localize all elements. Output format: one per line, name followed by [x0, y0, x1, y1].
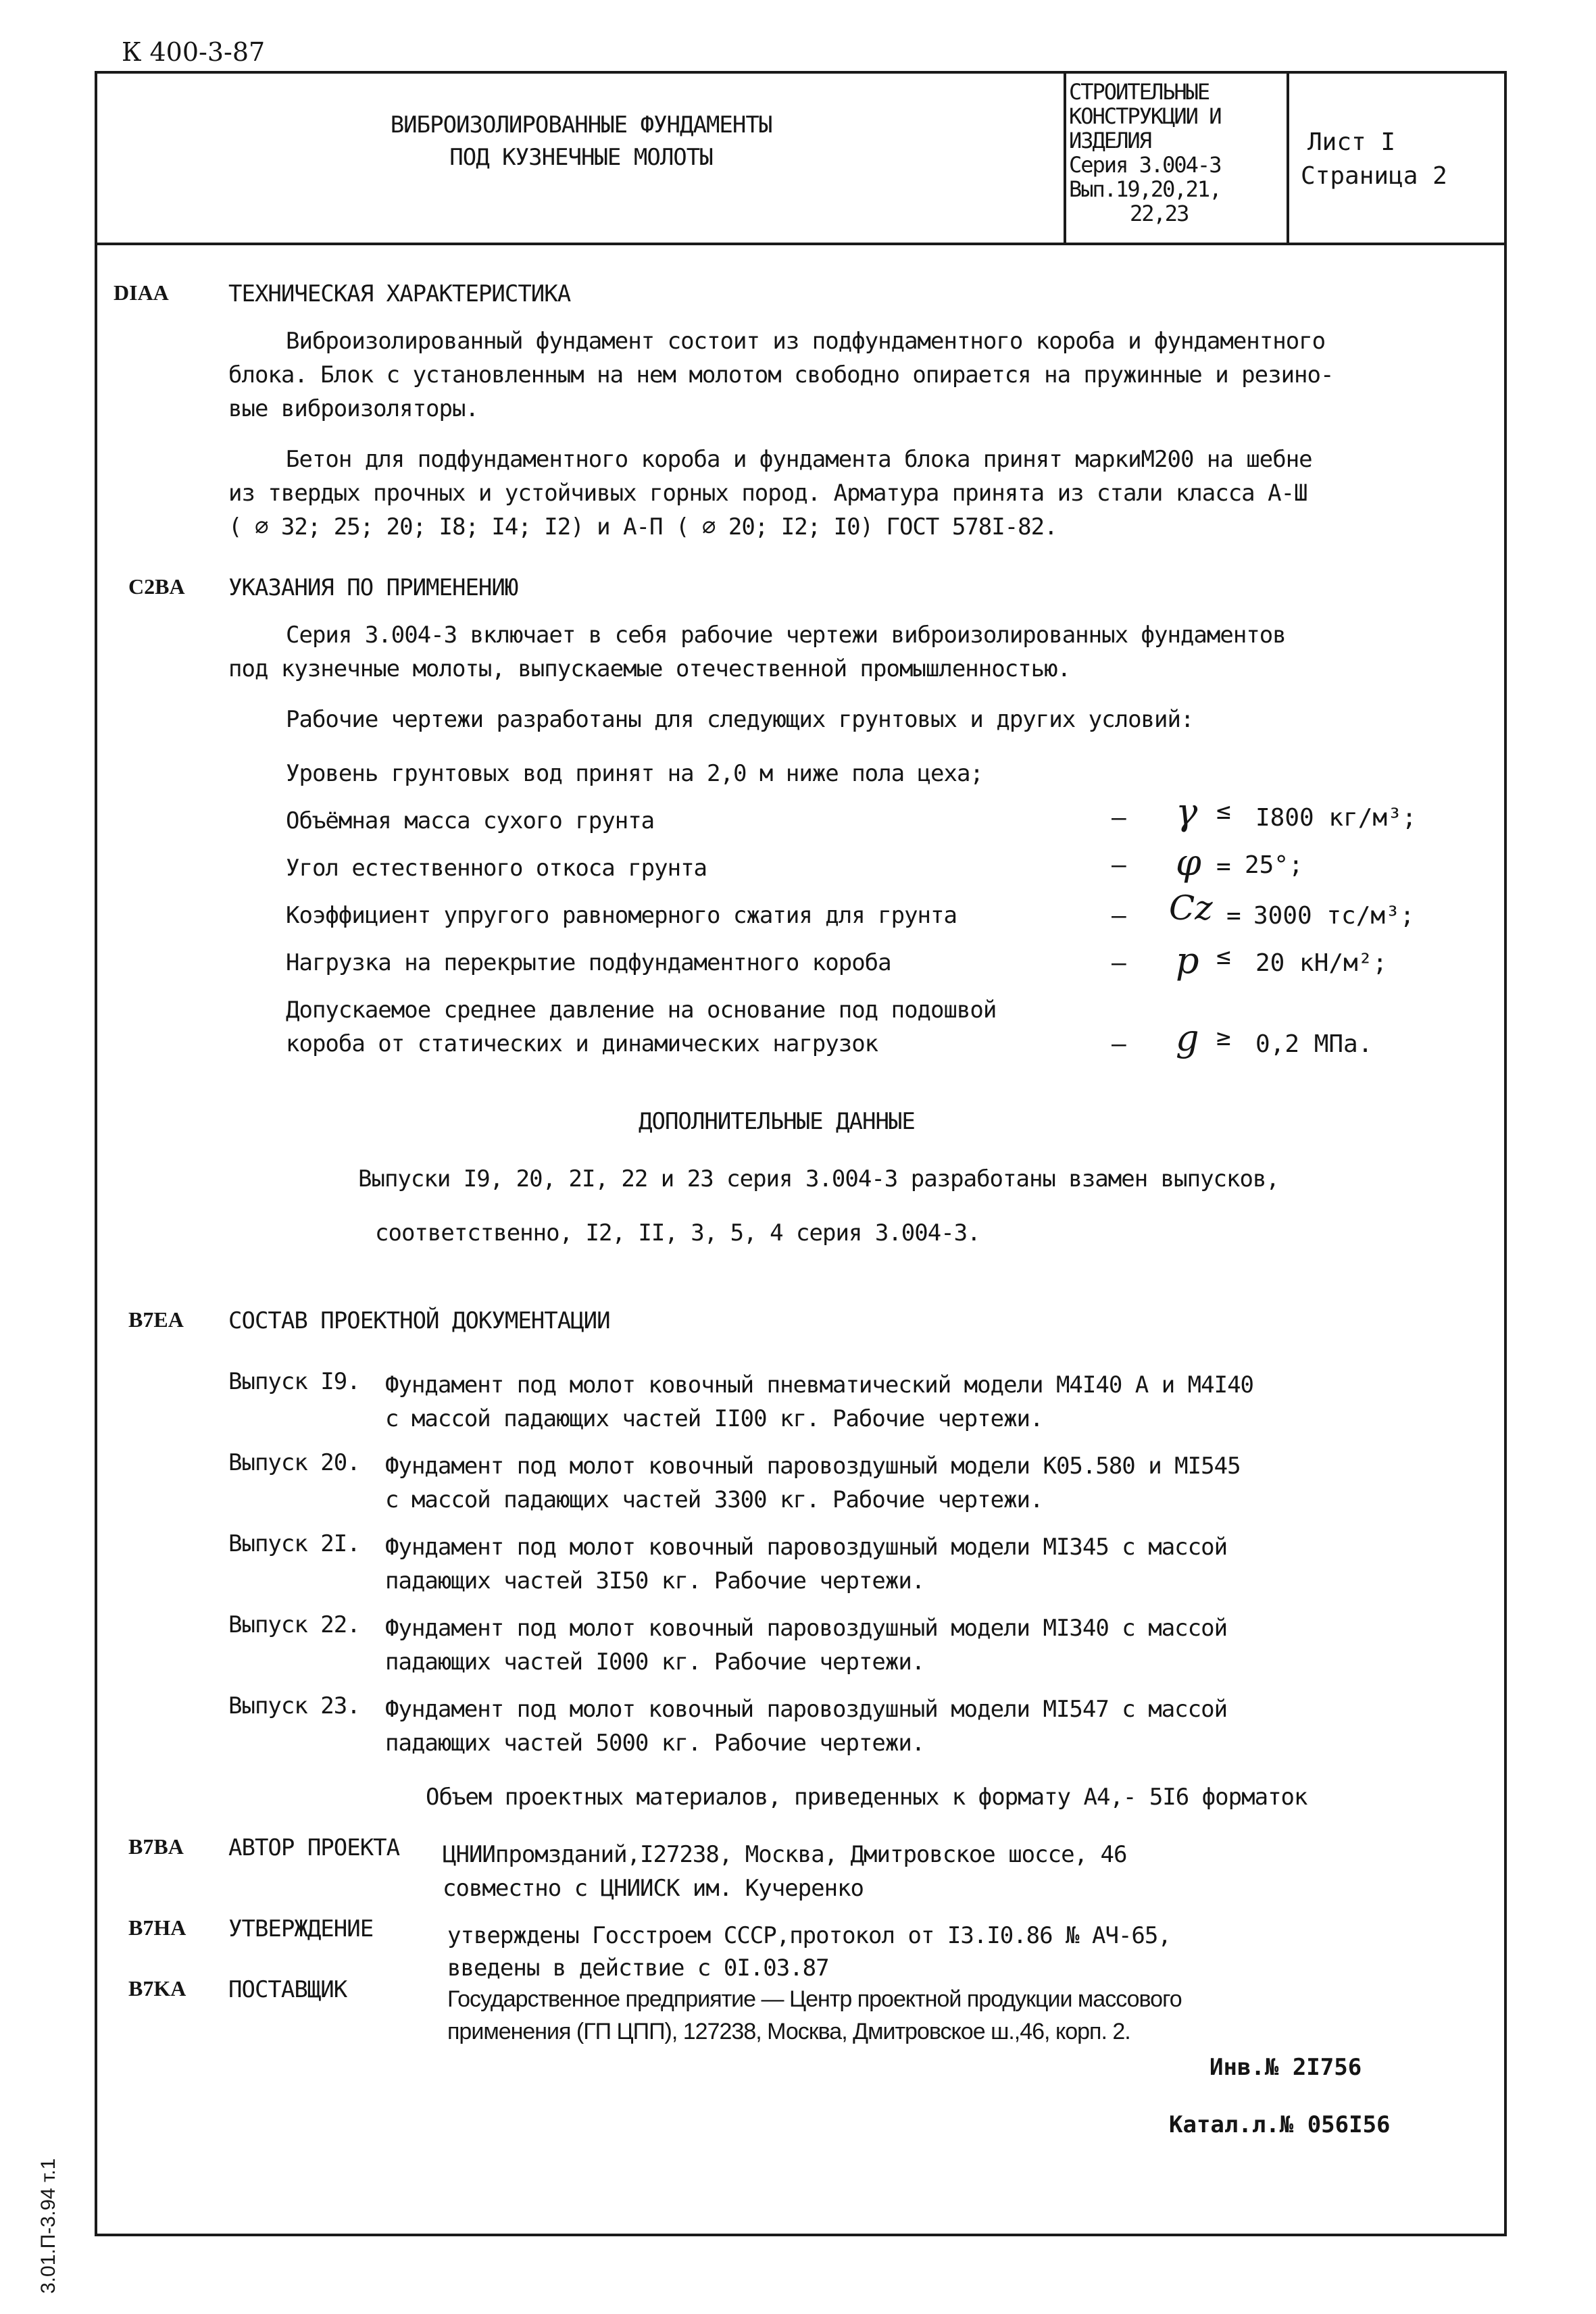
condition-label: Нагрузка на перекрытие подфундаментного короба [286, 949, 891, 976]
section-code: B7EA [128, 1307, 184, 1332]
section-title: ПОСТАВЩИК [228, 1976, 347, 2003]
condition-label: Допускаемое среднее давление на основание под подошвой [286, 997, 997, 1024]
header-title-line1: ВИБРОИЗОЛИРОВАННЫЕ ФУНДАМЕНТЫ [390, 111, 772, 139]
catalog-sheet-number: Катал.л.№ 056I56 [1169, 2111, 1391, 2138]
supplier-line-1: Государственное предприятие — Центр проектной продукции массового [447, 1986, 1182, 2012]
release-label: Выпуск 23. [228, 1692, 360, 1719]
approval-line-1: утверждены Госстроем СССР,протокол от I3.I0.86 № АЧ-65, [447, 1922, 1171, 1949]
condition-label: Угол естественного откоса грунта [286, 855, 707, 882]
condition-dash: — [1112, 949, 1126, 977]
series-block [1069, 80, 1220, 226]
approval-line-2: введены в действие с 0I.03.87 [447, 1955, 829, 1982]
release-label: Выпуск 20. [228, 1449, 360, 1476]
document-code: К 400-3-87 [122, 37, 266, 67]
release-line: Фундамент под молот ковочный пневматический модели М4I40 А и М4I40 [385, 1372, 1254, 1399]
condition-dash: — [1112, 1030, 1126, 1058]
condition-symbol: p [1176, 939, 1199, 982]
condition-operator: = [1226, 902, 1241, 930]
text-line: Бетон для подфундаментного короба и фундамента блока принят маркиМ200 на шебне [286, 446, 1312, 473]
condition-dash: — [1112, 851, 1126, 879]
extra-title: ДОПОЛНИТЕЛЬНЫЕ ДАННЫЕ [639, 1108, 915, 1135]
release-label: Выпуск I9. [228, 1368, 360, 1395]
header-divider-1 [1064, 74, 1066, 244]
condition-symbol: g [1176, 1017, 1199, 1059]
section-title: ТЕХНИЧЕСКАЯ ХАРАКТЕРИСТИКА [228, 280, 571, 307]
release-line: падающих частей I000 кг. Рабочие чертежи. [385, 1649, 925, 1676]
volume-note: Объем проектных материалов, приведенных к формату А4,- 5I6 форматок [426, 1784, 1307, 1811]
release-line: Фундамент под молот ковочный паровоздушный модели МI547 с массой [385, 1696, 1228, 1723]
condition-value: 25°; [1245, 851, 1303, 879]
section-title: АВТОР ПРОЕКТА [228, 1834, 400, 1861]
text-line: Виброизолированный фундамент состоит из подфундаментного короба и фундаментного [286, 328, 1326, 355]
author-line-2: совместно с ЦНИИСК им. Кучеренко [443, 1875, 864, 1902]
series-line: КОНСТРУКЦИИ И [1069, 103, 1221, 129]
condition-value: 3000 тс/м³; [1253, 902, 1415, 930]
series-line: СТРОИТЕЛЬНЫЕ [1069, 79, 1210, 105]
condition-value: 20 кН/м²; [1255, 949, 1388, 977]
usage-paragraph-3: Уровень грунтовых вод принят на 2,0 м ниже пола цеха; [286, 760, 983, 787]
header-divider-2 [1287, 74, 1289, 244]
release-line: Фундамент под молот ковочный паровоздушный модели МI345 с массой [385, 1534, 1228, 1561]
condition-dash: — [1112, 804, 1126, 832]
usage-paragraph-1 [228, 618, 1286, 686]
release-line: с массой падающих частей 3300 кг. Рабочие чертежи. [385, 1486, 1043, 1513]
release-line: падающих частей 5000 кг. Рабочие чертежи. [385, 1730, 925, 1757]
usage-paragraph-2: Рабочие чертежи разработаны для следующих грунтовых и других условий: [286, 706, 1194, 733]
inventory-number: Инв.№ 2I756 [1210, 2054, 1362, 2081]
condition-operator: ≥ [1216, 1024, 1231, 1051]
tech-paragraph-2 [228, 443, 1312, 544]
condition-value: 0,2 МПа. [1255, 1030, 1373, 1058]
header-bottom-rule [97, 243, 1504, 245]
release-line: Фундамент под молот ковочный паровоздушный модели МI340 с массой [385, 1615, 1228, 1642]
section-title: УТВЕРЖДЕНИЕ [228, 1915, 374, 1942]
section-title: СОСТАВ ПРОЕКТНОЙ ДОКУМЕНТАЦИИ [228, 1307, 610, 1334]
text-line: вые виброизоляторы. [228, 395, 478, 422]
condition-symbol: Cz [1169, 888, 1213, 928]
release-line: падающих частей 3I50 кг. Рабочие чертежи. [385, 1567, 925, 1594]
series-line: ИЗДЕЛИЯ [1069, 128, 1151, 153]
author-line-1: ЦНИИпромзданий,I27238, Москва, Дмитровское шоссе, 46 [443, 1841, 1127, 1868]
text-line: из твердых прочных и устойчивых горных пород. Арматура принята из стали класса А-Ш [228, 480, 1307, 507]
condition-symbol: γ [1176, 790, 1198, 833]
condition-symbol: φ [1176, 841, 1201, 884]
release-line: Фундамент под молот ковочный паровоздушный модели К05.580 и МI545 [385, 1453, 1241, 1480]
text-line: Серия 3.004-3 включает в себя рабочие чертежи виброизолированных фундаментов [286, 622, 1286, 649]
section-code: C2BA [128, 574, 185, 599]
section-code: B7HA [128, 1915, 186, 1940]
supplier-line-2: применения (ГП ЦПП), 127238, Москва, Дмитровское ш.,46, корп. 2. [447, 2019, 1130, 2044]
release-label: Выпуск 22. [228, 1611, 360, 1638]
text-line: под кузнечные молоты, выпускаемые отечественной промышленностью. [228, 655, 1071, 682]
condition-label: короба от статических и динамических нагрузок [286, 1030, 878, 1057]
page-number: Страница 2 [1301, 162, 1447, 190]
condition-operator: ≤ [1216, 797, 1231, 825]
condition-label: Объёмная масса сухого грунта [286, 807, 655, 834]
section-code: B7KA [128, 1976, 186, 2001]
text-line: блока. Блок с установленным на нем молотом свободно опирается на пружинные и резино- [228, 361, 1334, 388]
section-code: B7BA [128, 1834, 184, 1859]
vertical-series-code: 3.01.П-3.94 т.1 [37, 2158, 59, 2294]
condition-operator: ≤ [1216, 942, 1231, 970]
series-line: 22,23 [1130, 201, 1189, 226]
header-title-line2: ПОД КУЗНЕЧНЫЕ МОЛОТЫ [449, 144, 713, 171]
series-line: Серия 3.004-3 [1069, 152, 1221, 178]
sheet-number: Лист I [1307, 128, 1396, 156]
extra-line-2: соответственно, I2, II, 3, 5, 4 серия 3.004-3. [375, 1219, 980, 1247]
condition-value: I800 кг/м³; [1255, 804, 1417, 832]
condition-label: Коэффициент упругого равномерного сжатия для грунта [286, 902, 957, 929]
extra-line-1: Выпуски I9, 20, 2I, 22 и 23 серия 3.004-3 разработаны взамен выпусков, [358, 1165, 1279, 1192]
tech-paragraph-1 [228, 324, 1333, 426]
text-line: ( ∅ 32; 25; 20; I8; I4; I2) и А-П ( ∅ 20; I2; I0) ГОСТ 578I-82. [228, 513, 1057, 540]
section-title: УКАЗАНИЯ ПО ПРИМЕНЕНИЮ [228, 574, 518, 601]
section-code: DIAA [114, 280, 169, 305]
release-line: с массой падающих частей II00 кг. Рабочие чертежи. [385, 1405, 1043, 1432]
condition-operator: = [1216, 853, 1231, 880]
series-line: Вып.19,20,21, [1069, 176, 1221, 202]
release-label: Выпуск 2I. [228, 1530, 360, 1557]
condition-dash: — [1112, 902, 1126, 930]
